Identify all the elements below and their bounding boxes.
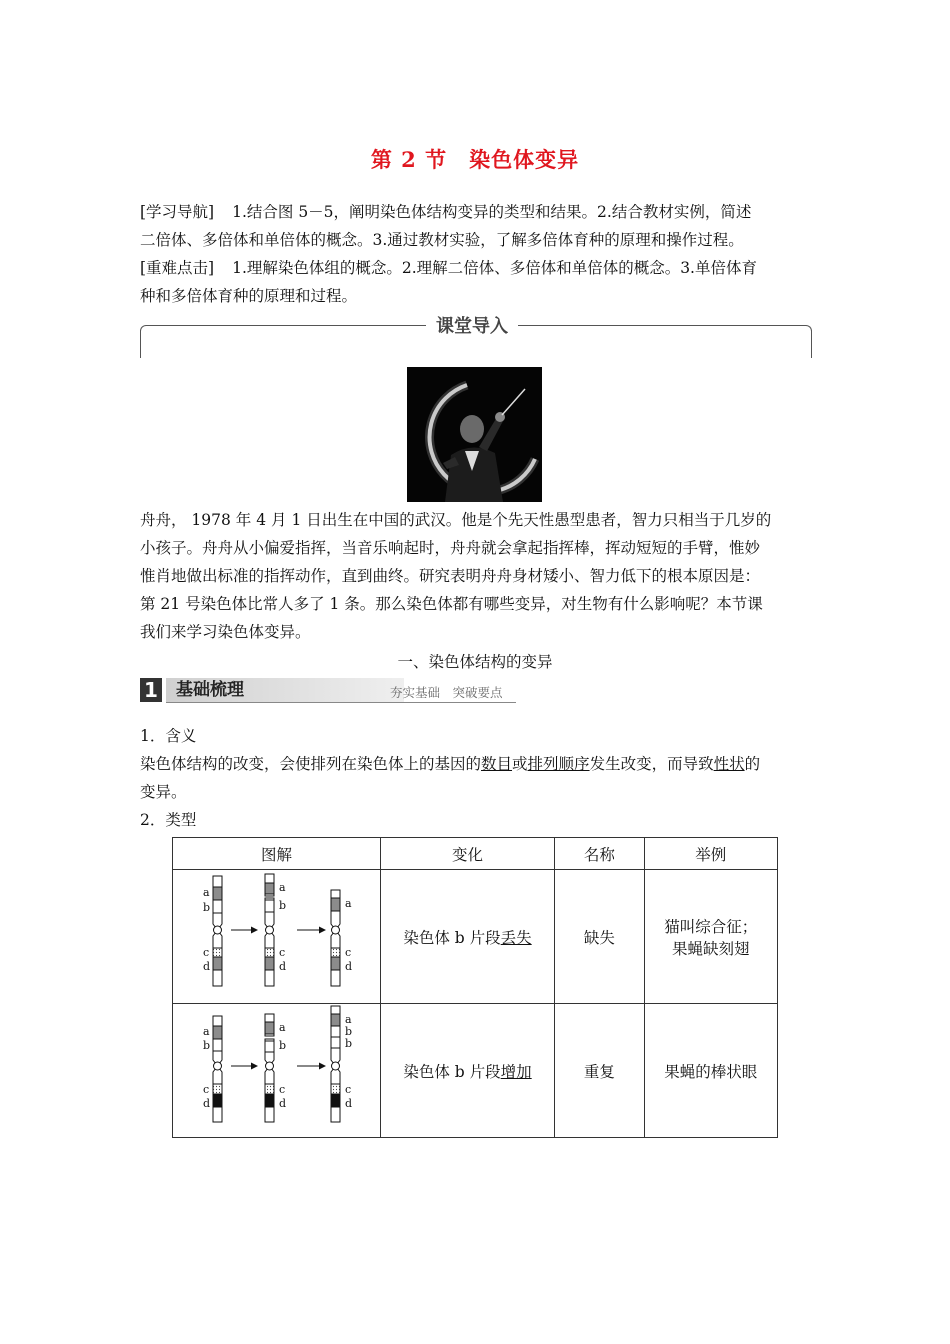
- section-bar-title: 基础梳理: [176, 680, 244, 700]
- gene-a: a: [203, 1025, 210, 1038]
- chromosome-breaking: [265, 1014, 286, 1122]
- blank-order: 排列顺序: [527, 755, 590, 773]
- intro-line: 第 21 号染色体比常人多了 1 条。那么染色体都有哪些变异，对生物有什么影响呢？本节课: [140, 595, 763, 613]
- gene-b: b: [345, 1025, 353, 1038]
- deletion-diagram-cell: [173, 870, 381, 1004]
- basics-bar: [140, 678, 520, 704]
- gene-d: d: [345, 960, 353, 973]
- chromosome-original: [203, 876, 222, 986]
- key-points-line1: 1.理解染色体组的概念。2.理解二倍体、多倍体和单倍体的概念。3.单倍体育: [232, 259, 757, 277]
- example-cell: [644, 870, 777, 1004]
- example-cell: [644, 1004, 777, 1138]
- change-text: 染色体 b 片段: [403, 1062, 501, 1081]
- meaning-text: 的: [744, 755, 761, 773]
- conductor-photo: [407, 367, 542, 502]
- intro-paragraph: [140, 506, 816, 646]
- section-bar-tag: 夯实基础 突破要点: [390, 685, 503, 700]
- intro-line: 舟舟， 1978 年 4 月 1 日出生在中国的武汉。他是个先天性愚型患者，智力只相当于几岁的: [140, 511, 772, 529]
- gene-a: a: [203, 886, 210, 899]
- chromosome-original: [203, 1016, 222, 1122]
- section-number: 1: [140, 678, 162, 702]
- study-guide: [140, 198, 816, 310]
- meaning-block: [140, 722, 816, 834]
- change-blank: 丢失: [500, 928, 532, 947]
- gene-c: c: [279, 1083, 286, 1096]
- gene-b: b: [345, 1037, 353, 1050]
- change-blank: 增加: [500, 1062, 532, 1081]
- deletion-diagram: [173, 870, 380, 1003]
- name-cell: 缺失: [555, 870, 645, 1004]
- example-line: 果蝇的棒状眼: [664, 1062, 758, 1081]
- blank-quantity: 数目: [481, 755, 513, 773]
- conductor-image: [407, 367, 542, 502]
- gene-c: c: [279, 946, 286, 959]
- gene-d: d: [279, 1097, 287, 1110]
- header-change: 变化: [381, 838, 555, 870]
- table-row: [173, 1004, 778, 1138]
- meaning-text: 或: [512, 755, 528, 773]
- intro-line: 惟肖地做出标准的指挥动作，直到曲终。研究表明舟舟身材矮小、智力低下的根本原因是：: [140, 567, 761, 585]
- gene-c: c: [345, 946, 352, 959]
- gene-b: b: [203, 1039, 211, 1052]
- change-cell: [381, 870, 555, 1004]
- blank-trait: 性状: [713, 755, 745, 773]
- study-guide-line1: 1.结合图 5－5，阐明染色体结构变异的类型和结果。2.结合教材实例，简述: [232, 203, 752, 221]
- header-name: 名称: [555, 838, 645, 870]
- intro-line: 我们来学习染色体变异。: [140, 623, 311, 641]
- key-points-line2: 种和多倍体育种的原理和过程。: [140, 287, 358, 305]
- intro-label: 课堂导入: [426, 312, 518, 338]
- gene-d: d: [203, 960, 211, 973]
- types-heading: 2．类型: [140, 811, 197, 829]
- meaning-text: 变异。: [140, 783, 187, 801]
- page-title: 第 2 节 染色体变异: [370, 147, 580, 172]
- section-underline: [166, 702, 516, 703]
- study-guide-label: [学习导航]: [140, 203, 215, 221]
- duplication-diagram-cell: [173, 1004, 381, 1138]
- change-cell: [381, 1004, 555, 1138]
- gene-a: a: [345, 897, 352, 910]
- header-example: 举例: [644, 838, 777, 870]
- gene-d: d: [345, 1097, 353, 1110]
- gene-b: b: [279, 899, 287, 912]
- chromosome-duplicated: [331, 1006, 352, 1122]
- gene-d: d: [279, 960, 287, 973]
- intro-frame: [140, 316, 812, 358]
- table-row: [173, 870, 778, 1004]
- gene-c: c: [203, 946, 210, 959]
- meaning-text: 染色体结构的改变，会使排列在染色体上的基因的: [140, 755, 482, 773]
- gene-c: c: [203, 1083, 210, 1096]
- example-line: 猫叫综合征；: [664, 917, 758, 936]
- section-heading: 一、染色体结构的变异: [397, 653, 553, 671]
- gene-b: b: [279, 1039, 287, 1052]
- example-line: 果蝇缺刻翅: [672, 939, 750, 958]
- change-text: 染色体 b 片段: [403, 928, 501, 947]
- chromosome-breaking: [265, 874, 286, 986]
- duplication-diagram: [173, 1004, 380, 1137]
- meaning-heading: 1．含义: [140, 727, 197, 745]
- table-header-row: [173, 838, 778, 870]
- header-diagram: 图解: [173, 838, 381, 870]
- intro-line: 小孩子。舟舟从小偏爱指挥，当音乐响起时，舟舟就会拿起指挥棒，挥动短短的手臂，惟妙: [140, 539, 761, 557]
- variation-types-table: [172, 837, 778, 1138]
- name-cell: 重复: [555, 1004, 645, 1138]
- gene-b: b: [203, 901, 211, 914]
- gene-a: a: [279, 881, 286, 894]
- gene-a: a: [345, 1013, 352, 1026]
- study-guide-line2: 二倍体、多倍体和单倍体的概念。3.通过教材实验，了解多倍体育种的原理和操作过程。: [140, 231, 744, 249]
- gene-a: a: [279, 1021, 286, 1034]
- chromosome-deleted: [331, 890, 352, 986]
- gene-d: d: [203, 1097, 211, 1110]
- gene-c: c: [345, 1083, 352, 1096]
- key-points-label: [重难点击]: [140, 259, 215, 277]
- meaning-text: 发生改变，而导致: [589, 755, 714, 773]
